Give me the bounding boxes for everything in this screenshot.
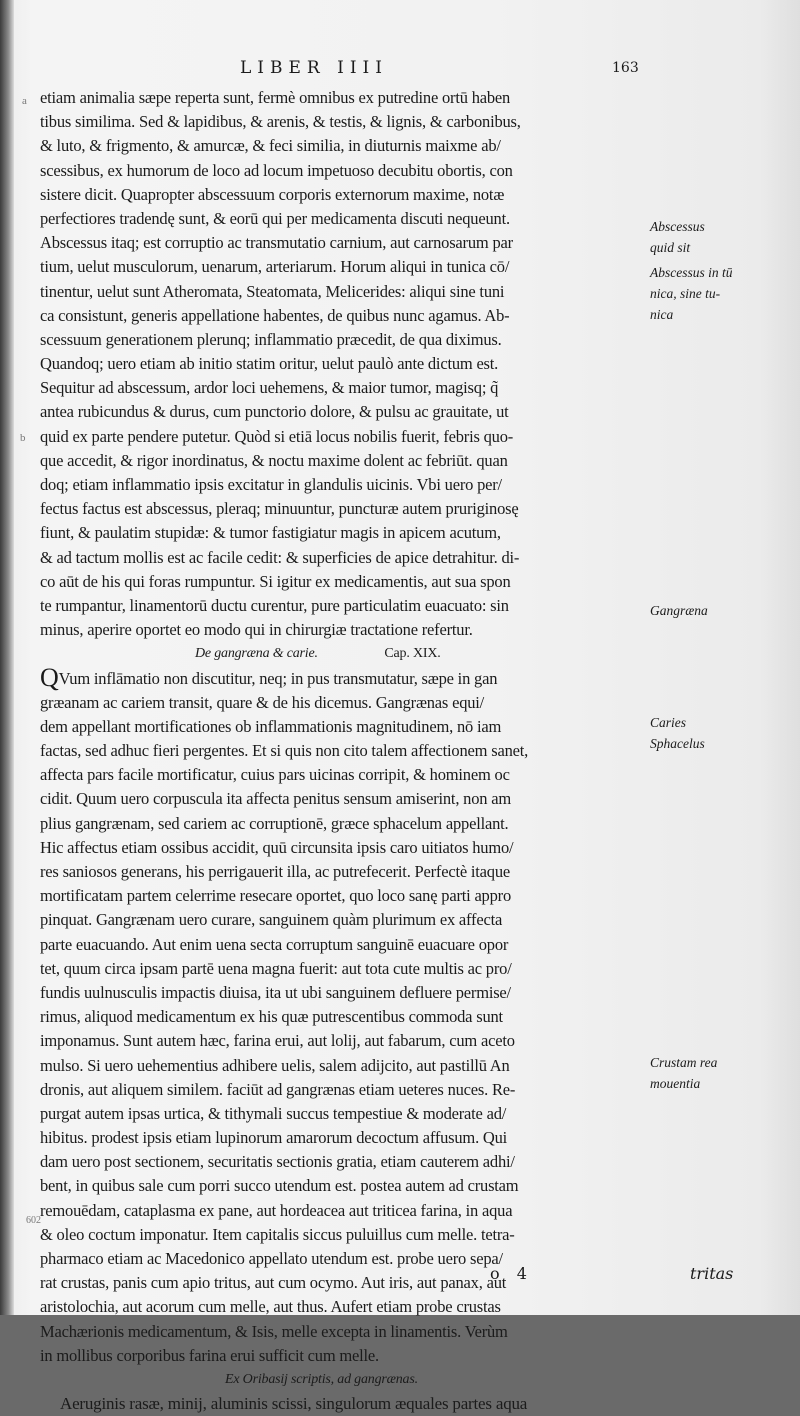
chapter-heading [40,642,640,666]
text-line: scessibus, ex humorum de loco ad locum impetuoso decubitu obortis, con [40,160,513,180]
text-line: que accedit, & rigor inordinatus, & noctu maxime dolent ac febriūt. quan [40,450,508,470]
margin-note-gangraena: Gangræna [650,603,708,618]
margin-note-crustam: Crustam rea mouentia [650,1055,718,1091]
text-line: Aeruginis rasæ, minij, aluminis scissi, singulorum æquales partes aqua [60,1394,528,1414]
text-line: græanam ac cariem transit, quare & de his dicemus. Gangrænas equi/ [40,692,485,712]
text-line: etiam animalia sæpe reperta sunt, fermè omnibus ex putredine ortū haben [40,88,511,107]
text-line: bent, in quibus sale cum porri succo utendum est. postea autem ad crustam [40,1176,519,1196]
text-line: sistere dicit. Quapropter abscessuum corporis externorum maxime, notæ [40,184,505,204]
main-text-block [40,86,640,1416]
page-edge-shadow [760,0,800,1315]
text-line: tibus similima. Sed & lapidibus, & arenis, & testis, & lignis, & carbonibus, [40,112,521,132]
margin-note-caries: Caries Sphacelus [650,715,705,751]
text-line: te rumpantur, linamentorū ductu curentur, pure particulatim euacuato: sin [40,595,509,615]
text-line: parte euacuando. Aut enim uena secta corruptum sanguinē euacuare opor [40,934,509,954]
text-line: perfectiores tradendę sunt, & eorū qui per medicamenta discuti nequeunt. [40,208,510,228]
text-line: rat crustas, panis cum apio tritus, aut cum ocymo. Aut iris, aut panax, aut [40,1273,507,1293]
text-line: Quandoq; uero etiam ab initio statim oritur, uelut paulò ante dictum est. [40,354,499,374]
text-line: mulso. Si uero uehementius adhibere uelis, salem adijcito, aut pastillū An [40,1055,510,1075]
text-line: Abscessus itaq; est corruptio ac transmutatio carnium, aut carnosarum par [40,233,513,253]
chapter-first-line [40,662,640,692]
sub-heading: Ex Oribasij scriptis, ad gangrænas. [225,1371,418,1387]
edge-mark-a: a [22,95,27,107]
page-gutter-shadow [0,0,14,1315]
text-line: antea rubicundus & durus, cum punctorio dolore, & pulsu ac grauitate, ut [40,402,509,422]
running-title: LIBER IIII [240,58,388,78]
text-line: dam uero post sectionem, securitatis sectionis gratia, etiam cauterem adhi/ [40,1152,515,1172]
text-line: mortificatam partem celerrime resecare oportet, quo loco sanę parti appro [40,886,512,906]
text-line: rimus, aliquod medicamentum ex his quæ putrescentibus commoda sunt [40,1007,503,1027]
text-line: fundis uulnusculis impactis diuisa, ita ut ubi sanguinem defluere permise/ [40,982,511,1002]
text-line: tium, uelut musculorum, uenarum, arteriarum. Horum aliqui in tunica cō/ [40,257,510,277]
text-line: Sequitur ad abscessum, ardor loci uehemens, & maior tumor, magisq; q̃ [40,378,499,398]
text-line: scessuum generationem plerunq; inflammatio præcedit, de qua diximus. [40,329,502,349]
text-line: aristolochia, aut acorum cum melle, aut thus. Aufert etiam probe crustas [40,1297,501,1317]
edge-mark-b: b [20,432,26,444]
chapter-first-line-text: Vum inflāmatio non discutitur, neq; in pus transmutatur, sæpe in gan [58,668,498,688]
margin-note-abscessus-tunica: Abscessus in tū nica, sine tu- nica [650,265,733,322]
text-line: hibitus. prodest ipsis etiam lupinorum amarorum decoctum affusum. Qui [40,1128,508,1148]
text-line: & ad tactum mollis est ac facile cedit: & superficies de apice detrahitur. di- [40,547,520,567]
text-line: pinquat. Gangrænam uero curare, sanguinem quàm plurimum ex affecta [40,910,503,930]
text-line: in mollibus corporibus farina erui sufficit cum melle. [40,1345,379,1365]
text-line: ca consistunt, generis appellatione habentes, de quibus nunc agamus. Ab- [40,305,510,325]
running-head [0,58,800,84]
text-line: dronis, aut aliquem similem. faciūt ad gangrænas etiam ueteres nuces. Re- [40,1079,516,1099]
text-line: quid ex parte pendere putetur. Quòd si etiā locus nobilis fuerit, febris quo- [40,426,514,446]
text-line: dem appellant mortificationes ob inflammationis magnitudinem, nō iam [40,716,502,736]
text-line: Machærionis medicamentum, & Isis, melle excepta in linamentis. Verùm [40,1321,508,1341]
text-line: plius gangrænam, sed cariem ac corruptionē, græce sphacelum appellant. [40,813,509,833]
text-line: Hic affectus etiam ossibus accidit, quū circunsita ipsis caro uitiatos humo/ [40,837,514,857]
text-line: & oleo coctum imponatur. Item capitalis siccus puluillus cum melle. tetra- [40,1224,515,1244]
chapter-number: Cap. XIX. [384,646,441,662]
text-line: minus, aperire oportet eo modo qui in chirurgiæ tractatione refertur. [40,620,473,640]
text-line: purgat autem ipsas urtica, & tithymali succus tempestiue & moderate ad/ [40,1103,507,1123]
text-line: factas, sed adhuc fieri pergentes. Et si quis non cito talem affectionem sanet, [40,741,529,761]
drop-cap: Q [40,662,59,692]
text-line: fiunt, & paulatim stupidæ: & tumor fastigiatur magis in apicem acutum, [40,523,501,543]
catchword: tritas [690,1264,734,1283]
text-line: pharmaco etiam ac Macedonico appellato utendum est. probe uero sepa/ [40,1249,503,1268]
edge-mark-c: 602 [26,1215,41,1226]
chapter-title: De gangræna & carie. [195,646,318,662]
margin-note-abscessus: Abscessus quid sit [650,219,705,255]
text-line: co aūt de his qui foras rumpuntur. Si igitur ex medicamentis, aut sua spon [40,571,511,591]
text-line: imponamus. Sunt autem hæc, farina erui, aut lolij, aut fabarum, cum aceto [40,1031,515,1051]
text-line: remouēdam, cataplasma ex pane, aut hordeacea aut triticea farina, in aqua [40,1200,513,1220]
text-line: tinentur, uelut sunt Atheromata, Steatomata, Melicerides: aliqui sine tuni [40,281,505,301]
text-line: doq; etiam inflammatio ipsis excitatur in glandulis uicinis. Vbi uero per/ [40,475,502,494]
text-line: fectus factus est abscessus, pleraq; minuuntur, puncturæ autem pruriginosę [40,499,519,519]
text-line: cidit. Quum uero corpuscula ita affecta penitus sensum amiserint, non am [40,789,511,809]
signature-mark: o 4 [490,1264,533,1283]
text-line: & luto, & frigmento, & amurcæ, & feci similia, in diuturnis maixme ab/ [40,136,501,156]
text-line: res saniosos generans, his perrigauerit illa, ac putrefecerit. Perfectè itaque [40,862,511,881]
text-line: affecta pars facile mortificatur, cuius pars uicinas corripit, & hominem oc [40,765,510,785]
text-line: tet, quum circa ipsam partē uena magna fuerit: aut tota cute multis ac pro/ [40,958,512,978]
page-number: 163 [612,60,639,76]
